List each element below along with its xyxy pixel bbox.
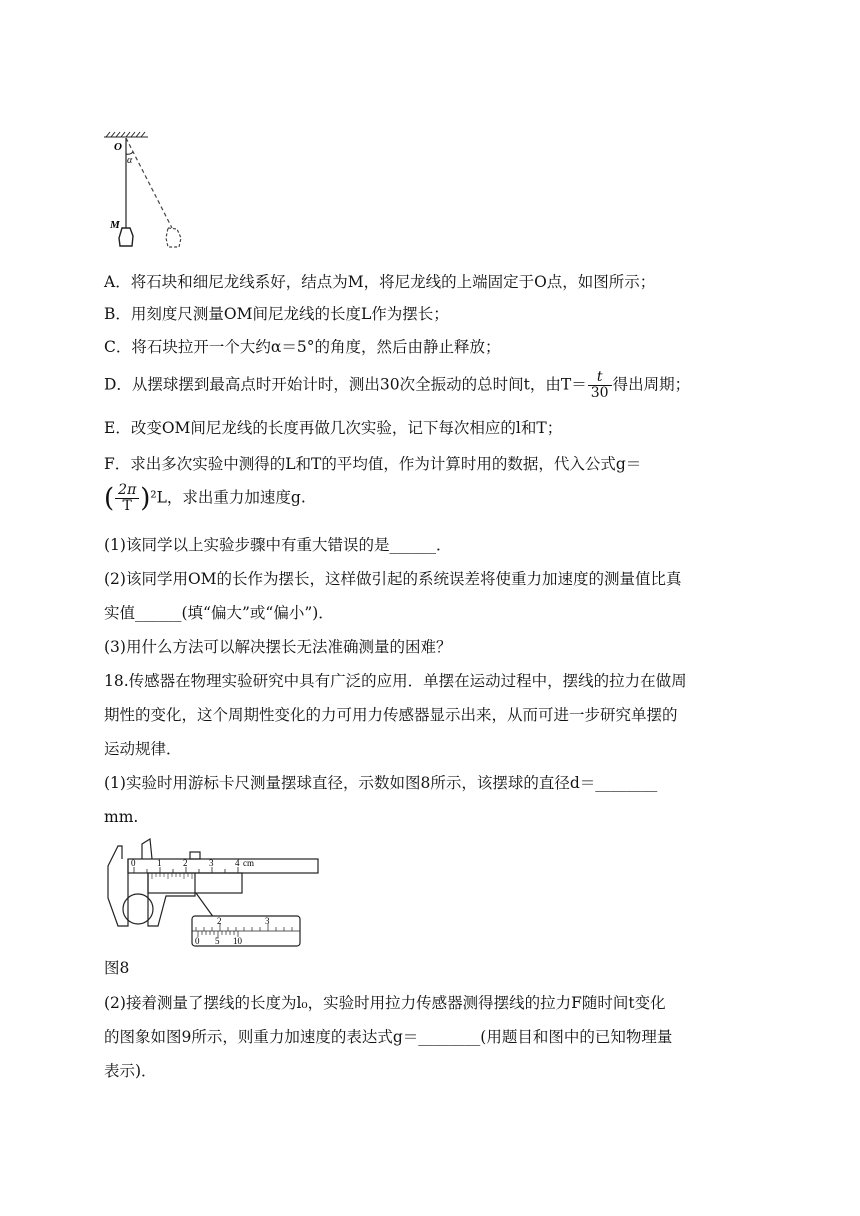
- figure-8-caption: 图8: [104, 959, 130, 977]
- label-alpha: α: [127, 155, 133, 166]
- step-c: C．将石块拉开一个大约α＝5°的角度，然后由静止释放；: [104, 338, 501, 356]
- question-2-line2: 实值______(填“偏大”或“偏小”)．: [104, 604, 334, 622]
- zoom-vernier-0: 0: [195, 936, 200, 946]
- zoom-main-2: 2: [217, 916, 222, 926]
- question-3: (3)用什么方法可以解决摆长无法准确测量的困难？: [104, 638, 452, 656]
- step-d-text-after: 得出周期；: [612, 375, 691, 394]
- step-f-text-after: ²L，求出重力加速度g.: [150, 488, 306, 507]
- step-f-line1: F．求出多次实验中测得的L和T的平均值，作为计算时用的数据，代入公式g＝: [104, 455, 642, 473]
- zoom-vernier-10: 10: [233, 936, 242, 946]
- main-scale-1: 1: [157, 858, 162, 868]
- paren-open: (: [104, 483, 115, 514]
- stone-displaced: [166, 228, 181, 247]
- stone: [119, 228, 133, 246]
- caliper-fixed-jaw: [108, 846, 128, 926]
- fraction-numerator: t: [588, 370, 612, 386]
- label-m: M: [110, 219, 120, 231]
- problem-18-line2: 期性的变化，这个周期性变化的力可用力传感器显示出来，从而可进一步研究单摆的: [104, 706, 678, 724]
- fraction-denominator: T: [122, 498, 132, 514]
- step-a: A．将石块和细尼龙线系好，结点为M，将尼龙线的上端固定于O点，如图所示；: [104, 273, 656, 291]
- zoom-vernier-5: 5: [215, 936, 220, 946]
- displaced-string: [126, 138, 172, 228]
- vernier-caliper-figure: [100, 836, 325, 948]
- zoom-main-3: 3: [265, 916, 270, 926]
- main-scale-4: 4: [235, 858, 240, 868]
- main-scale-2: 2: [183, 858, 188, 868]
- problem-18-line3: 运动规律．: [104, 740, 182, 758]
- problem-18-sub1-line2: mm.: [104, 808, 139, 826]
- fraction-2pi-over-t: [115, 483, 139, 514]
- caliper-movable-jaw: [148, 873, 195, 926]
- question-1: (1)该同学以上实验步骤中有重大错误的是______．: [104, 536, 452, 554]
- step-e: E．改变OM间尼龙线的长度再做几次实验，记下每次相应的l和T；: [104, 419, 563, 437]
- step-b: B．用刻度尺测量OM间尼龙线的长度L作为摆长；: [104, 305, 449, 323]
- fraction-t-over-30: [588, 370, 612, 401]
- question-2-line1: (2)该同学用OM的长作为摆长，这样做引起的系统误差将使重力加速度的测量值比真: [104, 570, 682, 588]
- label-o: O: [114, 141, 122, 153]
- arc-alpha: [126, 152, 133, 154]
- problem-18-sub2-line2: 的图象如图9所示，则重力加速度的表达式g＝________(用题目和图中的已知物理量: [104, 1028, 673, 1046]
- step-d-text: D．从摆球摆到最高点时开始计时，测出30次全振动的总时间t，由T＝: [104, 375, 587, 394]
- zoom-pointer: [196, 893, 214, 918]
- lock-screw: [190, 852, 200, 859]
- problem-18-sub1-line1: (1)实验时用游标卡尺测量摆球直径，示数如图8所示，该摆球的直径d＝________: [104, 774, 658, 792]
- vernier-ticks: [152, 873, 192, 879]
- step-d: [104, 370, 764, 401]
- caliper-upper-jaw: [142, 839, 152, 859]
- step-f-line2: [104, 483, 764, 514]
- ceiling-hatch: [104, 132, 148, 137]
- main-scale-unit: cm: [243, 858, 254, 868]
- main-scale-0: 0: [131, 858, 136, 868]
- fraction-denominator: 30: [590, 385, 609, 401]
- main-scale-3: 3: [209, 858, 214, 868]
- fraction-numerator: 2π: [115, 483, 139, 499]
- paren-close: ): [140, 483, 151, 514]
- problem-18-line1: 18.传感器在物理实验研究中具有广泛的应用．单摆在运动过程中，摆线的拉力在做周: [104, 672, 687, 690]
- pendulum-figure: [100, 128, 200, 254]
- problem-18-sub2-line1: (2)接着测量了摆线的长度为l₀，实验时用拉力传感器测得摆线的拉力F随时间t变化: [104, 994, 666, 1012]
- problem-18-sub2-line3: 表示)．: [104, 1062, 157, 1080]
